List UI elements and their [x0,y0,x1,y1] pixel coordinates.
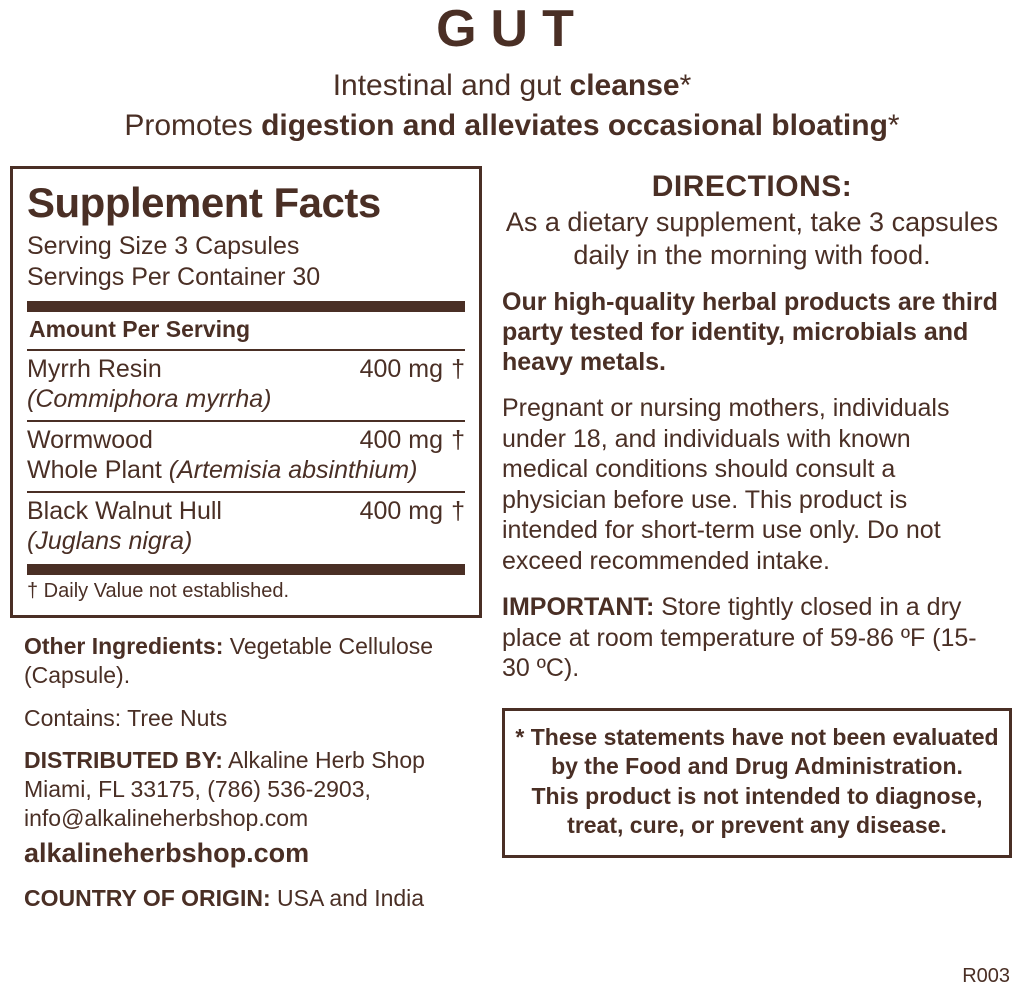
page-title: GUT [436,0,588,58]
tagline-primary-plain: Intestinal and gut [332,68,570,102]
tagline-secondary [0,109,1024,144]
distributor-email: info@alkalineherbshop.com [24,804,309,831]
divider-thin-2 [27,420,465,422]
other-ingredients-label: Other Ingredients: [24,633,224,660]
tagline-secondary-bold: digestion and alleviates occasional bloating [261,109,888,143]
fda-disclaimer-line-2: by the Food and Drug Administration. [551,753,963,780]
fda-disclaimer-line-4: treat, cure, or prevent any disease. [567,812,947,839]
ingredient-name: Wormwood [27,426,153,455]
distributor-website[interactable]: alkalineherbshop.com [24,837,310,868]
ingredient-daily-value: † [451,355,465,384]
divider-thin-3 [27,491,465,493]
tagline-primary-asterisk: * [679,68,692,102]
ingredient-latin-name: (Juglans nigra) [27,527,193,556]
warning-statement: Pregnant or nursing mothers, individuals under 18, and individuals with known medical conditions should consult a physician before use. This product is intended for short-term use only. Do not exceed recommended intake. [502,394,950,575]
ingredient-main-line [27,497,465,526]
supplement-facts-panel [10,166,482,619]
ingredient-row [27,426,465,485]
fda-disclaimer [502,708,1012,858]
important-label: IMPORTANT: [502,593,655,622]
daily-value-footnote: † Daily Value not established. [27,580,290,603]
ingredient-plant-part: Whole Plant [27,456,169,485]
country-of-origin-label: COUNTRY OF ORIGIN: [24,885,271,912]
fda-disclaimer-line-3: This product is not intended to diagnose, [531,782,983,809]
important-value: Store tightly closed in a dry place at room temperature of 59-86 ºF (15-30 ºC). [502,593,977,683]
tagline-primary-bold: cleanse [569,68,680,102]
fda-disclaimer-line-1: * These statements have not been evaluated [515,723,999,750]
ingredient-amount: 400 mg [359,426,443,455]
distributor-block [24,746,486,870]
left-column [0,166,492,914]
ingredient-daily-value: † [451,497,465,526]
distributed-by-label: DISTRIBUTED BY: [24,747,223,774]
ingredient-row [27,355,465,414]
allergen-statement: Contains: Tree Nuts [24,704,228,731]
divider-thick-top [27,301,465,312]
ingredient-name: Black Walnut Hull [27,497,222,526]
quality-statement: Our high-quality herbal products are third party tested for identity, microbials and heavy metals. [502,288,998,377]
ingredient-main-line [27,426,465,455]
divider-thin-1 [27,349,465,351]
ingredient-daily-value: † [451,426,465,455]
supplement-facts-title: Supplement Facts [27,178,381,226]
right-column [492,166,1012,858]
ingredient-main-line [27,355,465,384]
tagline-primary [0,69,1024,104]
tagline-secondary-asterisk: * [887,109,900,143]
ingredient-latin-name: (Artemisia absinthium) [168,456,418,485]
ingredient-latin-name: (Commiphora myrrha) [27,385,272,414]
other-ingredients-value: Vegetable Cellulose (Capsule). [24,633,434,688]
country-of-origin-value: USA and India [270,885,425,912]
label-columns [0,166,1024,914]
ingredient-part-line [27,455,465,485]
left-column-details [10,632,492,913]
storage-statement [502,592,1002,684]
directions-body: As a dietary supplement, take 3 capsules daily in the morning with food. [505,206,999,270]
ingredient-amount: 400 mg [359,355,443,384]
servings-per-container: Servings Per Container 30 [27,262,321,291]
distributed-by-value: Alkaline Herb Shop [222,747,425,774]
country-of-origin [24,884,486,913]
amount-per-serving-header: Amount Per Serving [29,316,251,343]
tagline-secondary-plain: Promotes [124,109,262,143]
ingredient-row [27,497,465,556]
revision-code: R003 [962,965,1010,987]
distributor-address: Miami, FL 33175, (786) 536-2903, [24,776,371,803]
ingredient-amount: 400 mg [359,497,443,526]
other-ingredients [24,632,486,690]
ingredient-name: Myrrh Resin [27,355,162,384]
serving-size: Serving Size 3 Capsules [27,231,300,260]
divider-thick-bottom [27,564,465,575]
directions-title: DIRECTIONS: [651,169,853,203]
